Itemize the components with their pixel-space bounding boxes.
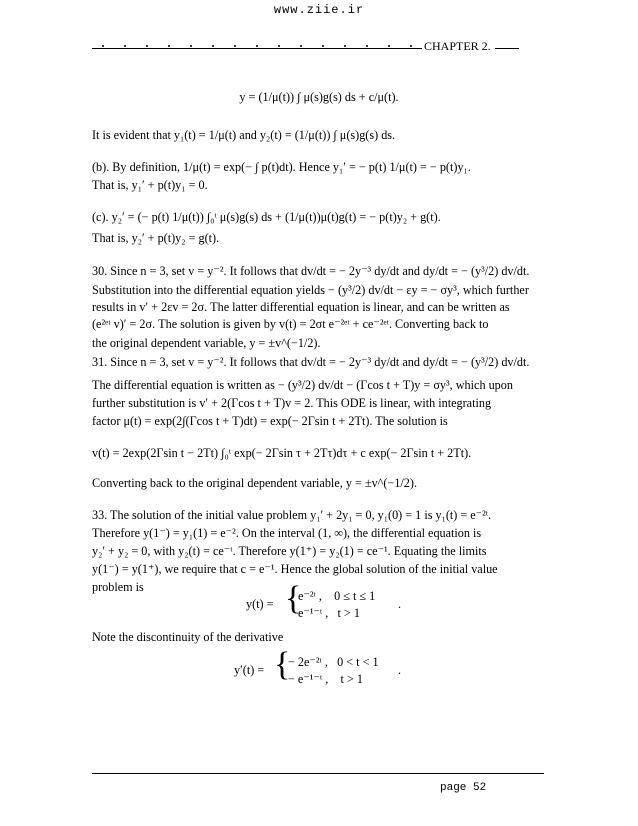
problem-33-line-5: problem is xyxy=(92,580,144,594)
problem-33-line-1: 33. The solution of the initial value problem y₁′ + 2y₁ = 0, y₁(0) = 1 is y₁(t) = e⁻²ᵗ. xyxy=(92,508,492,522)
problem-30-line-3: results in v′ + 2εv = 2σ. The latter differential equation is linear, and can be written as xyxy=(92,300,510,314)
piecewise-deriv-lhs: y′(t) = xyxy=(234,663,265,677)
problem-31-line-3: further substitution is v′ + 2(Γcos t + T)v = 2. This ODE is linear, with integrating xyxy=(92,396,492,410)
piecewise-deriv-period: . xyxy=(398,663,402,677)
footer-rule xyxy=(92,773,544,774)
brace-symbol: { xyxy=(274,646,291,683)
equation-y-general: y = (1/μ(t)) ∫ μ(s)g(s) ds + c/μ(t). xyxy=(239,90,399,104)
piecewise-case-1: e⁻²ᵗ , 0 ≤ t ≤ 1 xyxy=(298,589,376,603)
header-rule xyxy=(92,48,422,49)
problem-33-line-2: Therefore y(1⁻) = y₁(1) = e⁻². On the interval (1, ∞), the differential equation is xyxy=(92,526,482,540)
problem-30-line-2: Substitution into the differential equation yields − (y³/2) dv/dt − εy = − σy³, which further xyxy=(92,283,529,297)
problem-33-line-4: y(1⁻) = y(1⁺), we require that c = e⁻¹. Hence the global solution of the initial value xyxy=(92,562,498,576)
watermark-text: www.ziie.ir xyxy=(273,3,365,17)
problem-31-line-5: Converting back to the original dependent variable, y = ±v^(−1/2). xyxy=(92,476,417,490)
problem-30-line-4: (e²ᵉᵗ v)′ = 2σ. The solution is given by v(t) = 2σt e⁻²ᵉᵗ + ce⁻²ᵉᵗ. Converting back to xyxy=(92,317,489,331)
problem-30-line-5: the original dependent variable, y = ±v^(−1/2). xyxy=(92,336,321,350)
piecewise-deriv-case-2: − e⁻¹⁻ᵗ , t > 1 xyxy=(288,672,363,686)
piecewise-period: . xyxy=(398,597,402,611)
text-line-evident: It is evident that y₁(t) = 1/μ(t) and y₂(t) = (1/μ(t)) ∫ μ(s)g(s) ds. xyxy=(92,128,396,142)
problem-30-line-1: 30. Since n = 3, set v = y⁻². It follows that dv/dt = − 2y⁻³ dy/dt and dy/dt = − (y³/2) dv/dt. xyxy=(92,264,530,278)
text-line-that-is-b: That is, y₁′ + p(t)y₁ = 0. xyxy=(92,178,208,192)
header-rule-right xyxy=(495,48,519,49)
piecewise-case-2: e⁻¹⁻ᵗ , t > 1 xyxy=(298,606,360,620)
piecewise-deriv-case-1: − 2e⁻²ᵗ , 0 < t < 1 xyxy=(288,655,379,669)
problem-33-line-3: y₂′ + y₂ = 0, with y₂(t) = ce⁻ᵗ. Therefore y(1⁺) = y₂(1) = ce⁻¹. Equating the limits xyxy=(92,544,487,558)
problem-31-equation: v(t) = 2exp(2Γsin t − 2Tt) ∫₀ᵗ exp(− 2Γsin τ + 2Tτ)dτ + c exp(− 2Γsin t + 2Tt). xyxy=(92,446,472,460)
text-line-part-b: (b). By definition, 1/μ(t) = exp(− ∫ p(t)dt). Hence y₁′ = − p(t) 1/μ(t) = − p(t)y₁. xyxy=(92,160,471,174)
problem-31-line-4: factor μ(t) = exp(2∫(Γcos t + T)dt) = exp(− 2Γsin t + 2Tt). The solution is xyxy=(92,414,448,428)
text-line-part-c: (c). y₂′ = (− p(t) 1/μ(t)) ∫₀ᵗ μ(s)g(s) ds + (1/μ(t))μ(t)g(t) = − p(t)y₂ + g(t). xyxy=(92,210,441,224)
text-line-that-is-c: That is, y₂′ + p(t)y₂ = g(t). xyxy=(92,231,220,245)
problem-31-line-1: 31. Since n = 3, set v = y⁻². It follows that dv/dt = − 2y⁻³ dy/dt and dy/dt = − (y³/2) dv/dt. xyxy=(92,355,530,369)
problem-31-line-2: The differential equation is written as − (y³/2) dv/dt − (Γcos t + T)y = σy³, which upon xyxy=(92,378,513,392)
page-number: page 52 xyxy=(440,782,487,794)
piecewise-lhs: y(t) = xyxy=(246,597,274,611)
chapter-heading: CHAPTER 2. xyxy=(424,39,491,53)
text-line-note: Note the discontinuity of the derivative xyxy=(92,630,284,644)
brace-symbol: { xyxy=(285,580,302,617)
